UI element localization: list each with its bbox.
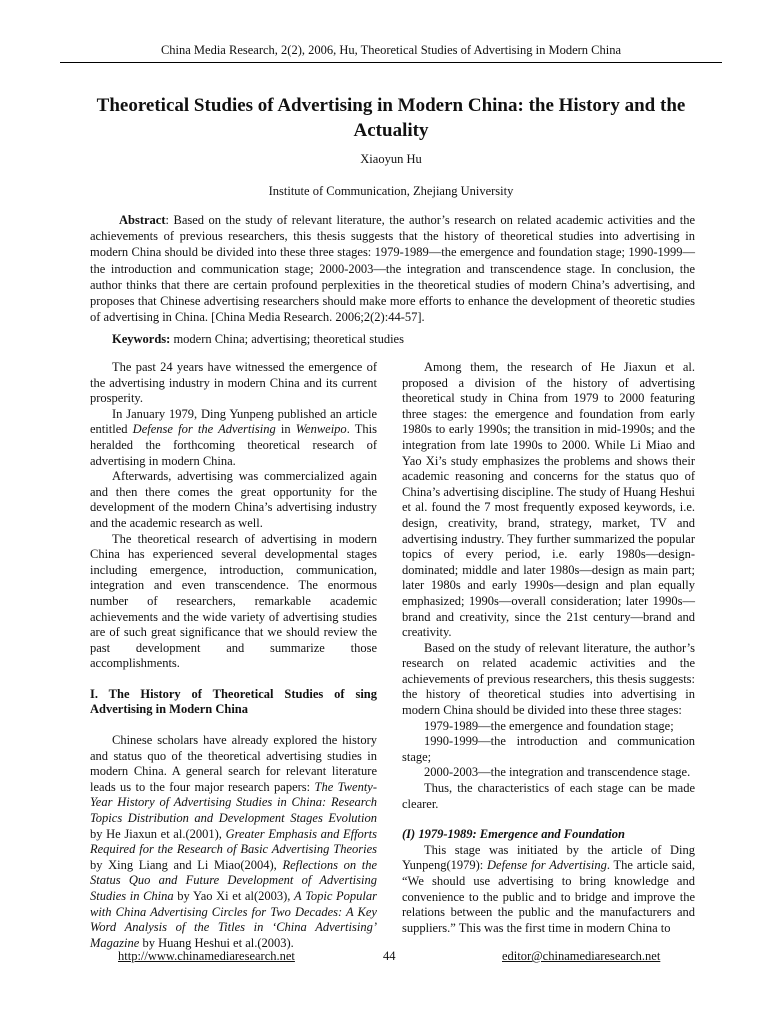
paragraph: Among them, the research of He Jiaxun et al. proposed a division of the history of advertising theoretical study in China from 1979 to 2000 featuring three stages: the emergence and foundation from early 1980s to early 1990s; the transition in mid-1990s; and the integration from late 1990s to 2000. While Li Miao and Yao Xi’s study emphasizes the problems and shows their academic reasoning and concerns for the status quo of China’s advertising discipline. The study of Huang Heshui et al. found the 7 most frequently exposed keywords, i.e. design, creativity, brand, strategy, market, TV and advertising industry. They further summarized the popular topics of every period, i.e. early 1980s—design-dominated; middle and later 1980s—design as main part; later 1980s and early 1990s—design and plan equally emphasized; 1990s—overall consideration; later 1990s—brand and creativity, since the 21st century—brand and creativity. [402,360,695,640]
cited-title: A Topic Popular with China Advertising Circles for Two Decades: A Key Word Analysis of the Titles in ‘China Advertising’ Magazine [90,889,377,950]
stage-item: 1990-1999—the introduction and communication stage; [402,734,695,764]
cited-title: The Twenty-Year History of Advertising Studies in China: Research Topics Distribution and Development Stages Evolution [90,779,378,826]
abstract [90,212,695,325]
author-name: Xiaoyun Hu [360,152,422,166]
abstract-text: : Based on the study of relevant literature, the author’s research on related academic activities and the achievements of previous researchers, this thesis suggests that the history of theoretical studies into advertising in modern China should be divided into these three stages: 1979-1989—the emergence and foundation stage; 1990-1999—the introduction and communication stage; 2000-2003—the integration and transcendence stage. In conclusion, the author thinks that there are certain profound perplexities in the theoretical studies of modern China’s advertising, and proposes that Chinese advertising researchers should make more efforts to enhance the development of theoretic studies of advertising in China. [China Media Research. 2006;2(2):44-57]. [90,213,695,325]
footer-website-link[interactable]: http://www.chinamediaresearch.net [118,949,295,963]
keywords-label: Keywords: [112,332,171,346]
paragraph: The past 24 years have witnessed the emergence of the advertising industry in modern China and its current prosperity. [90,360,377,406]
cited-title: Defense for the Advertising [132,422,276,437]
paragraph: In January 1979, Ding Yunpeng published an article entitled Defense for the Advertising in Wenweipo. This heralded the forthcoming theoretical research of advertising in modern China. [90,406,377,468]
abstract-label: Abstract [119,213,166,227]
paragraph: The theoretical research of advertising in modern China has experienced several developmental stages including emergence, introduction, communication, integration and even transcendence. The enormous number of researchers, remarkable academic achievements and the wide variety of advertising studies are of such great significance that we should review the past development and summarize those accomplishments. [90,531,377,671]
cited-title: Greater Emphasis and Efforts Required for the Research of Basic Advertising Theories [90,826,378,857]
cited-title: Reflections on the Status Quo and Future Development of Advertising Studies in China [90,857,378,903]
keywords [112,332,404,347]
stage-item: 2000-2003—the integration and transcendence stage. [424,765,691,780]
author-affiliation: Institute of Communication, Zhejiang University [268,184,514,198]
cited-newspaper: Wenweipo [295,422,347,437]
header-rule [60,62,722,63]
keywords-text: modern China; advertising; theoretical studies [170,332,404,346]
footer-email-link[interactable]: editor@chinamediaresearch.net [502,949,661,963]
subsection-heading: (I) 1979-1989: Emergence and Foundation [402,827,625,842]
cited-title: Defense for Advertising [487,858,607,873]
section-heading: I. The History of Theoretical Studies of sing Advertising in Modern China [90,686,377,717]
paragraph: Chinese scholars have already explored the history and status quo of the theoretical advertising studies in modern China. A general search for relevant literature leads us to the four major research papers: The Twenty-Year History of Advertising Studies in China: Research Topics Distribution and Development Stages Evolution by He Jiaxun et al.(2001), Greater Emphasis and Efforts Required for the Research of Basic Advertising Theories by Xing Liang and Li Miao(2004), Reflections on the Status Quo and Future Development of Advertising Studies in China by Yao Xi et al(2003), A Topic Popular with China Advertising Circles for Two Decades: A Key Word Analysis of the Titles in ‘China Advertising’ Magazine by Huang Heshui et al.(2003). [90,733,378,950]
stage-item: 1979-1989—the emergence and foundation stage; [424,718,674,733]
paragraph: This stage was initiated by the article of Ding Yunpeng(1979): Defense for Advertising. The article said, “We should use advertising to bring knowledge and convenience to the public and to bridge and improve the relations between the public and the manufacturers and suppliers.” This was the first time in modern China to [402,842,695,935]
paragraph: Thus, the characteristics of each stage can be made clearer. [402,781,695,811]
paragraph: Based on the study of relevant literature, the author’s research on related academic activities and the achievements of previous researchers, this thesis suggests: the history of theoretical studies into advertising in modern China should be divided into these three stages: [402,640,695,718]
page-number: 44 [383,949,396,963]
paper-title: Theoretical Studies of Advertising in Modern China: the History and the Actuality [96,95,686,141]
running-head: China Media Research, 2(2), 2006, Hu, Theoretical Studies of Advertising in Modern China [160,43,622,57]
left-column [90,360,377,951]
right-column [402,360,695,936]
paragraph: Afterwards, advertising was commercialized again and then there comes the great opportunity for the development of the modern China’s advertising industry and the academic research as well. [90,469,377,530]
